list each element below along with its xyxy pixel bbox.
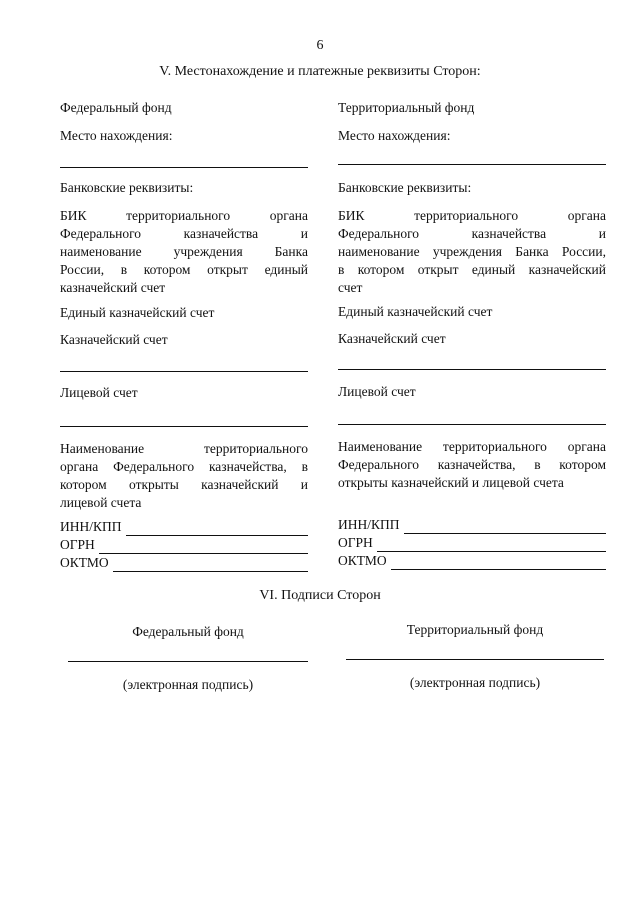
right-treasury-account-line <box>338 369 606 370</box>
right-inn-kpp-line <box>404 519 606 534</box>
right-bik-line: наименование учреждения Банка России, <box>338 244 606 259</box>
left-personal-account-label: Лицевой счет <box>60 385 138 400</box>
left-body-name-line: лицевой счета <box>60 495 142 510</box>
section-vi-title: VI. Подписи Сторон <box>259 588 381 603</box>
right-single-account-label: Единый казначейский счет <box>338 304 493 319</box>
left-oktmo-line <box>113 557 308 572</box>
right-bik-line: Федерального казначейства и <box>338 226 606 241</box>
left-bik-line: казначейский счет <box>60 280 166 295</box>
left-oktmo-label: ОКТМО <box>60 555 109 570</box>
left-body-name-line: Наименование территориального <box>60 441 308 456</box>
left-bik-line: наименование учреждения Банка <box>60 244 308 259</box>
left-personal-account-line <box>60 426 308 427</box>
right-body-name-text <box>338 438 606 492</box>
left-location-line <box>60 167 308 168</box>
left-bik-line: России, в котором открыт единый <box>60 262 308 277</box>
page-number: 6 <box>316 38 324 53</box>
right-ogrn-line <box>377 537 606 552</box>
right-bik-line: в котором открыт единый казначейский <box>338 262 606 277</box>
left-treasury-account-label: Казначейский счет <box>60 332 168 347</box>
left-body-name-text <box>60 440 308 512</box>
left-body-name-line: органа Федерального казначейства, в <box>60 459 308 474</box>
left-body-name-line: котором открыты казначейский и <box>60 477 308 492</box>
right-party-name: Территориальный фонд <box>338 100 475 115</box>
right-inn-kpp-field <box>338 516 606 534</box>
right-personal-account-line <box>338 424 606 425</box>
left-inn-kpp-label: ИНН/КПП <box>60 519 122 534</box>
left-bik-line: БИК территориального органа <box>60 208 308 223</box>
right-personal-account-label: Лицевой счет <box>338 384 416 399</box>
right-bik-text <box>338 207 606 297</box>
left-signature-party: Федеральный фонд <box>132 624 244 639</box>
right-body-name-line: Федерального казначейства, в котором <box>338 457 606 472</box>
left-signature-line <box>68 661 308 662</box>
left-party-name: Федеральный фонд <box>60 100 172 115</box>
left-bik-text <box>60 207 308 297</box>
left-signature-caption: (электронная подпись) <box>122 677 254 692</box>
right-signature-party: Территориальный фонд <box>406 622 544 637</box>
right-ogrn-label: ОГРН <box>338 535 373 550</box>
left-bik-line: Федерального казначейства и <box>60 226 308 241</box>
right-bik-line: счет <box>338 280 363 295</box>
right-oktmo-field <box>338 552 606 570</box>
right-bank-details-label: Банковские реквизиты: <box>338 180 472 195</box>
right-inn-kpp-label: ИНН/КПП <box>338 517 400 532</box>
right-body-name-line: Наименование территориального органа <box>338 439 606 454</box>
left-single-account-label: Единый казначейский счет <box>60 305 215 320</box>
right-treasury-account-label: Казначейский счет <box>338 331 446 346</box>
right-oktmo-line <box>391 555 606 570</box>
right-ogrn-field <box>338 534 606 552</box>
left-inn-kpp-line <box>126 521 308 536</box>
right-signature-line <box>346 659 604 660</box>
right-signature-caption: (электронная подпись) <box>409 675 541 690</box>
left-ogrn-label: ОГРН <box>60 537 95 552</box>
left-inn-kpp-field <box>60 518 308 536</box>
right-oktmo-label: ОКТМО <box>338 553 387 568</box>
left-bank-details-label: Банковские реквизиты: <box>60 180 194 195</box>
right-bik-line: БИК территориального органа <box>338 208 606 223</box>
left-ogrn-field <box>60 536 308 554</box>
right-location-line <box>338 164 606 165</box>
left-oktmo-field <box>60 554 308 572</box>
left-ogrn-line <box>99 539 308 554</box>
section-v-title: V. Местонахождение и платежные реквизиты Сторон: <box>159 64 481 79</box>
right-location-label: Место нахождения: <box>338 128 451 143</box>
left-treasury-account-line <box>60 371 308 372</box>
left-location-label: Место нахождения: <box>60 128 173 143</box>
right-body-name-line: открыты казначейский и лицевой счета <box>338 475 564 490</box>
